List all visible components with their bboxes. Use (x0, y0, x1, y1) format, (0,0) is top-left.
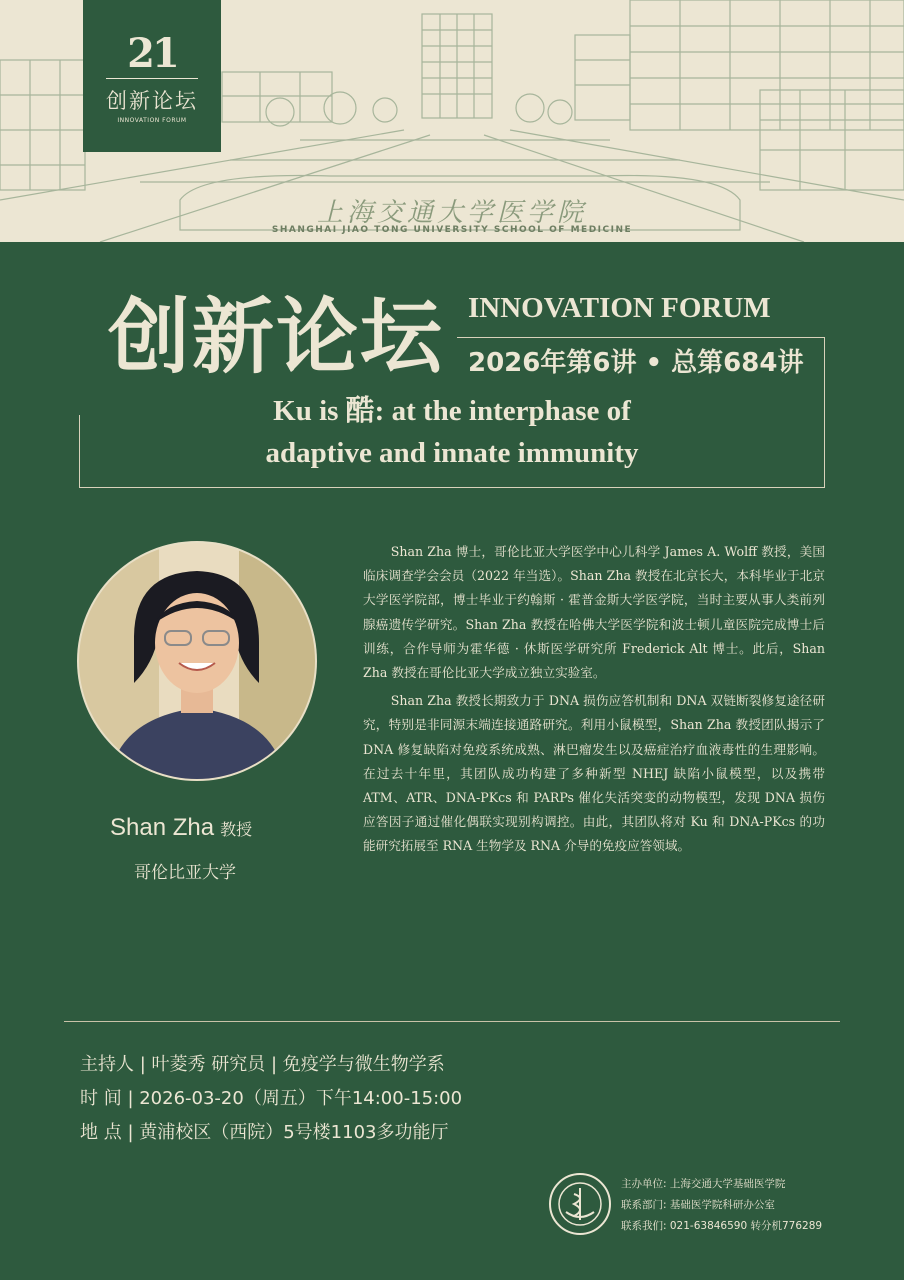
school-seal-icon (548, 1172, 612, 1236)
divider (64, 1021, 840, 1022)
speaker-affiliation: 哥伦比亚大学 (134, 863, 236, 883)
school-name-cn: 上海交通大学医学院 (316, 198, 587, 228)
speaker-name-text: Shan Zha (110, 814, 215, 841)
forum-title-en: INNOVATION FORUM (468, 292, 771, 324)
talk-title-line2: adaptive and innate immunity (265, 437, 639, 469)
talk-title (79, 390, 825, 474)
host-info: 主持人 | 叶菱秀 研究员 | 免疫学与微生物学系 (80, 1054, 445, 1075)
time-info: 时 间 | 2026-03-20（周五）下午14:00-15:00 (80, 1088, 463, 1109)
forum-logo (83, 0, 221, 152)
session-number: 2026年第6讲 • 总第684讲 (468, 348, 804, 378)
speaker-name (110, 814, 252, 842)
speaker-bio (363, 540, 825, 863)
organizer-contact: 联系我们: 021-63846590 转分机776289 (621, 1220, 823, 1232)
bio-paragraph-2: Shan Zha 教授长期致力于 DNA 损伤应答机制和 DNA 双链断裂修复途径研究，特别是非同源末端连接通路研究。利用小鼠模型，Shan Zha 教授团队揭示了 DNA 修复缺陷对免疫系统成熟、淋巴瘤发生以及癌症治疗血液毒性的生理影响。在过去十年里，其团队成功构建了多种新型 NHEJ 缺陷小鼠模型，以及携带 ATM、ATR、DNA-PKcs 和 PARPs 催化失活突变的动物模型，发现 DNA 损伤应答因子通过催化偶联实现别构调控。由此，其团队将对 Ku 和 DNA-PKcs 的功能研究拓展至 RNA 生物学及 RNA 介导的免疫应答领域。 (363, 693, 825, 854)
campus-header (0, 0, 904, 242)
logo-en-text: INNOVATION FORUM (117, 117, 187, 124)
organizer-host: 主办单位: 上海交通大学基础医学院 (621, 1178, 786, 1190)
speaker-title: 教授 (220, 820, 253, 839)
school-name-en: SHANGHAI JIAO TONG UNIVERSITY SCHOOL OF MEDICINE (271, 225, 633, 235)
logo-cn-text: 创新论坛 (106, 78, 198, 115)
organizer-dept: 联系部门: 基础医学院科研办公室 (621, 1199, 775, 1211)
talk-title-line1: Ku is 酷: at the interphase of (273, 395, 631, 427)
speaker-portrait (79, 543, 315, 779)
forum-title-cn: 创新论坛 (108, 290, 445, 385)
logo-number: 21 (127, 30, 177, 77)
bio-paragraph-1: Shan Zha 博士，哥伦比亚大学医学中心儿科学 James A. Wolff 教授，美国临床调查学会会员（2022 年当选）。Shan Zha 教授在北京长大，本科毕业于北京大学医学院部，博士毕业于约翰斯 · 霍普金斯大学医学院，当时主要从事人类前列腺癌遗传学研究。Shan Zha 教授在哈佛大学医学院和波士顿儿童医院完成博士后训练，合作导师为霍华德 · 休斯医学研究所 Frederick Alt 博士。此后，Shan Zha 教授在哥伦比亚大学成立独立实验室。 (363, 544, 825, 681)
place-info: 地 点 | 黄浦校区（西院）5号楼1103多功能厅 (80, 1122, 449, 1143)
